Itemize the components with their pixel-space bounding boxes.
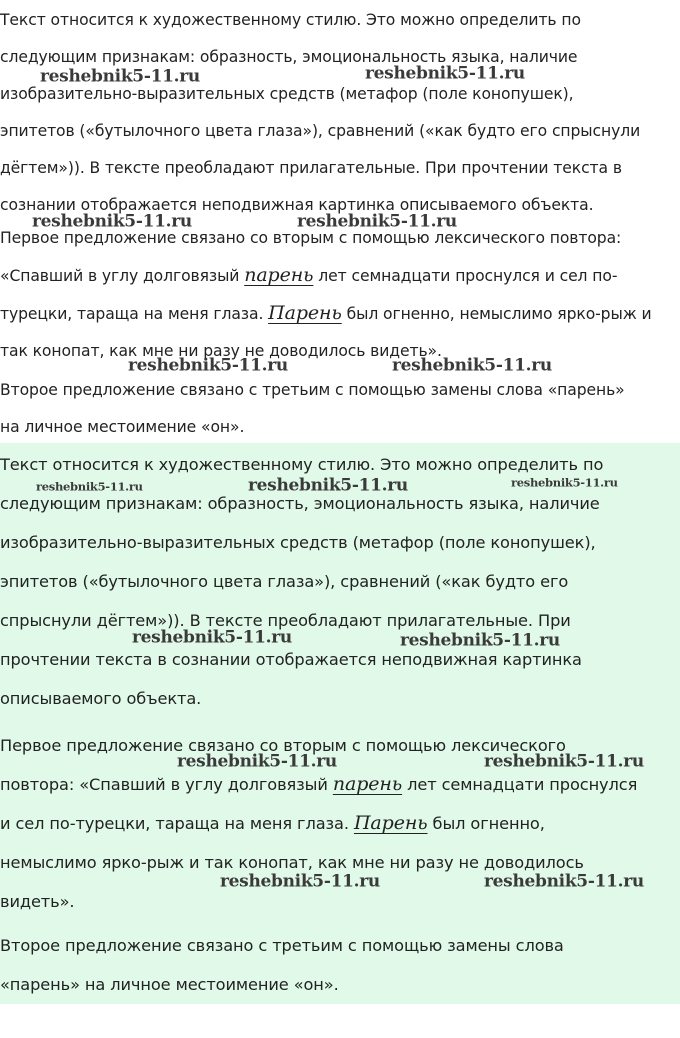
text-line: изобразительно-выразительных средств (метафор (поле конопушек), [0, 85, 574, 103]
watermark: reshebnik5-11.ru [32, 211, 192, 232]
text-line: Первое предложение связано со вторым с помощью лексического повтора: [0, 229, 622, 247]
repeated-word-paren: парень [332, 773, 403, 795]
watermark: reshebnik5-11.ru [177, 751, 337, 772]
repeated-word-paren: парень [244, 264, 314, 286]
style-analysis-paragraph [0, 2, 680, 224]
text-line: следующим признакам: образность, эмоциональность языка, наличие [0, 48, 578, 66]
watermark: reshebnik5-11.ru [248, 475, 408, 496]
watermark: reshebnik5-11.ru [128, 355, 288, 376]
watermark: reshebnik5-11.ru [297, 211, 457, 232]
watermark: reshebnik5-11.ru [392, 355, 552, 376]
repeated-word-paren: Парень [268, 302, 342, 324]
connection-paragraph [0, 220, 680, 370]
text-line: прочтении текста в сознании отображается неподвижная картинка [0, 650, 582, 669]
text-line: следующим признакам: образность, эмоциональность языка, наличие [0, 494, 600, 513]
text-line: Текст относится к художественному стилю. Это можно определить по [0, 455, 604, 474]
watermark: reshebnik5-11.ru [365, 63, 525, 84]
watermark: reshebnik5-11.ru [511, 475, 618, 490]
answer-box [0, 443, 680, 1004]
text-line: турецки, тараща на меня глаза. Парень был огненно, немыслимо ярко-рыж и [0, 302, 652, 324]
text-line: изобразительно-выразительных средств (метафор (поле конопушек), [0, 533, 596, 552]
text-line: сознании отображается неподвижная картинка описываемого объекта. [0, 196, 594, 214]
text-line: немыслимо ярко-рыж и так конопат, как мне ни разу не доводилось [0, 853, 584, 872]
text-line: видеть». [0, 892, 75, 911]
text-line: дёгтем»)). В тексте преобладают прилагательные. При прочтении текста в [0, 159, 622, 177]
text-line: «Спавший в углу долговязый парень лет семнадцати проснулся и сел по- [0, 264, 618, 286]
text-line: описываемого объекта. [0, 689, 202, 708]
watermark: reshebnik5-11.ru [484, 871, 644, 892]
text-line: на личное местоимение «он». [0, 418, 245, 436]
text-line: так конопат, как мне ни разу не доводилось видеть». [0, 342, 442, 360]
watermark: reshebnik5-11.ru [132, 627, 292, 648]
text-line: Второе предложение связано с третьим с помощью замены слова «парень» [0, 381, 625, 399]
watermark: reshebnik5-11.ru [220, 871, 380, 892]
text-line: и сел по-турецки, тараща на меня глаза. Парень был огненно, [0, 812, 545, 834]
text-line: спрыснули дёгтем»)). В тексте преобладают прилагательные. При [0, 611, 571, 630]
watermark: reshebnik5-11.ru [484, 751, 644, 772]
watermark: reshebnik5-11.ru [40, 66, 200, 87]
watermark: reshebnik5-11.ru [400, 630, 560, 651]
repeated-word-paren: Парень [353, 812, 428, 834]
text-line: Первое предложение связано со вторым с помощью лексического [0, 736, 566, 755]
text-line: эпитетов («бутылочного цвета глаза»), сравнений («как будто его [0, 572, 569, 591]
text-line: Второе предложение связано с третьим с помощью замены слова [0, 936, 564, 955]
text-line: Текст относится к художественному стилю. Это можно определить по [0, 11, 581, 29]
text-line: повтора: «Спавший в углу долговязый парень лет семнадцати проснулся [0, 773, 638, 795]
substitution-paragraph [0, 372, 680, 446]
watermark: reshebnik5-11.ru [36, 479, 143, 494]
text-line: «парень» на личное местоимение «он». [0, 975, 339, 994]
text-line: эпитетов («бутылочного цвета глаза»), сравнений («как будто его спрыснули [0, 122, 641, 140]
answer-substitution-paragraph [0, 926, 680, 1004]
